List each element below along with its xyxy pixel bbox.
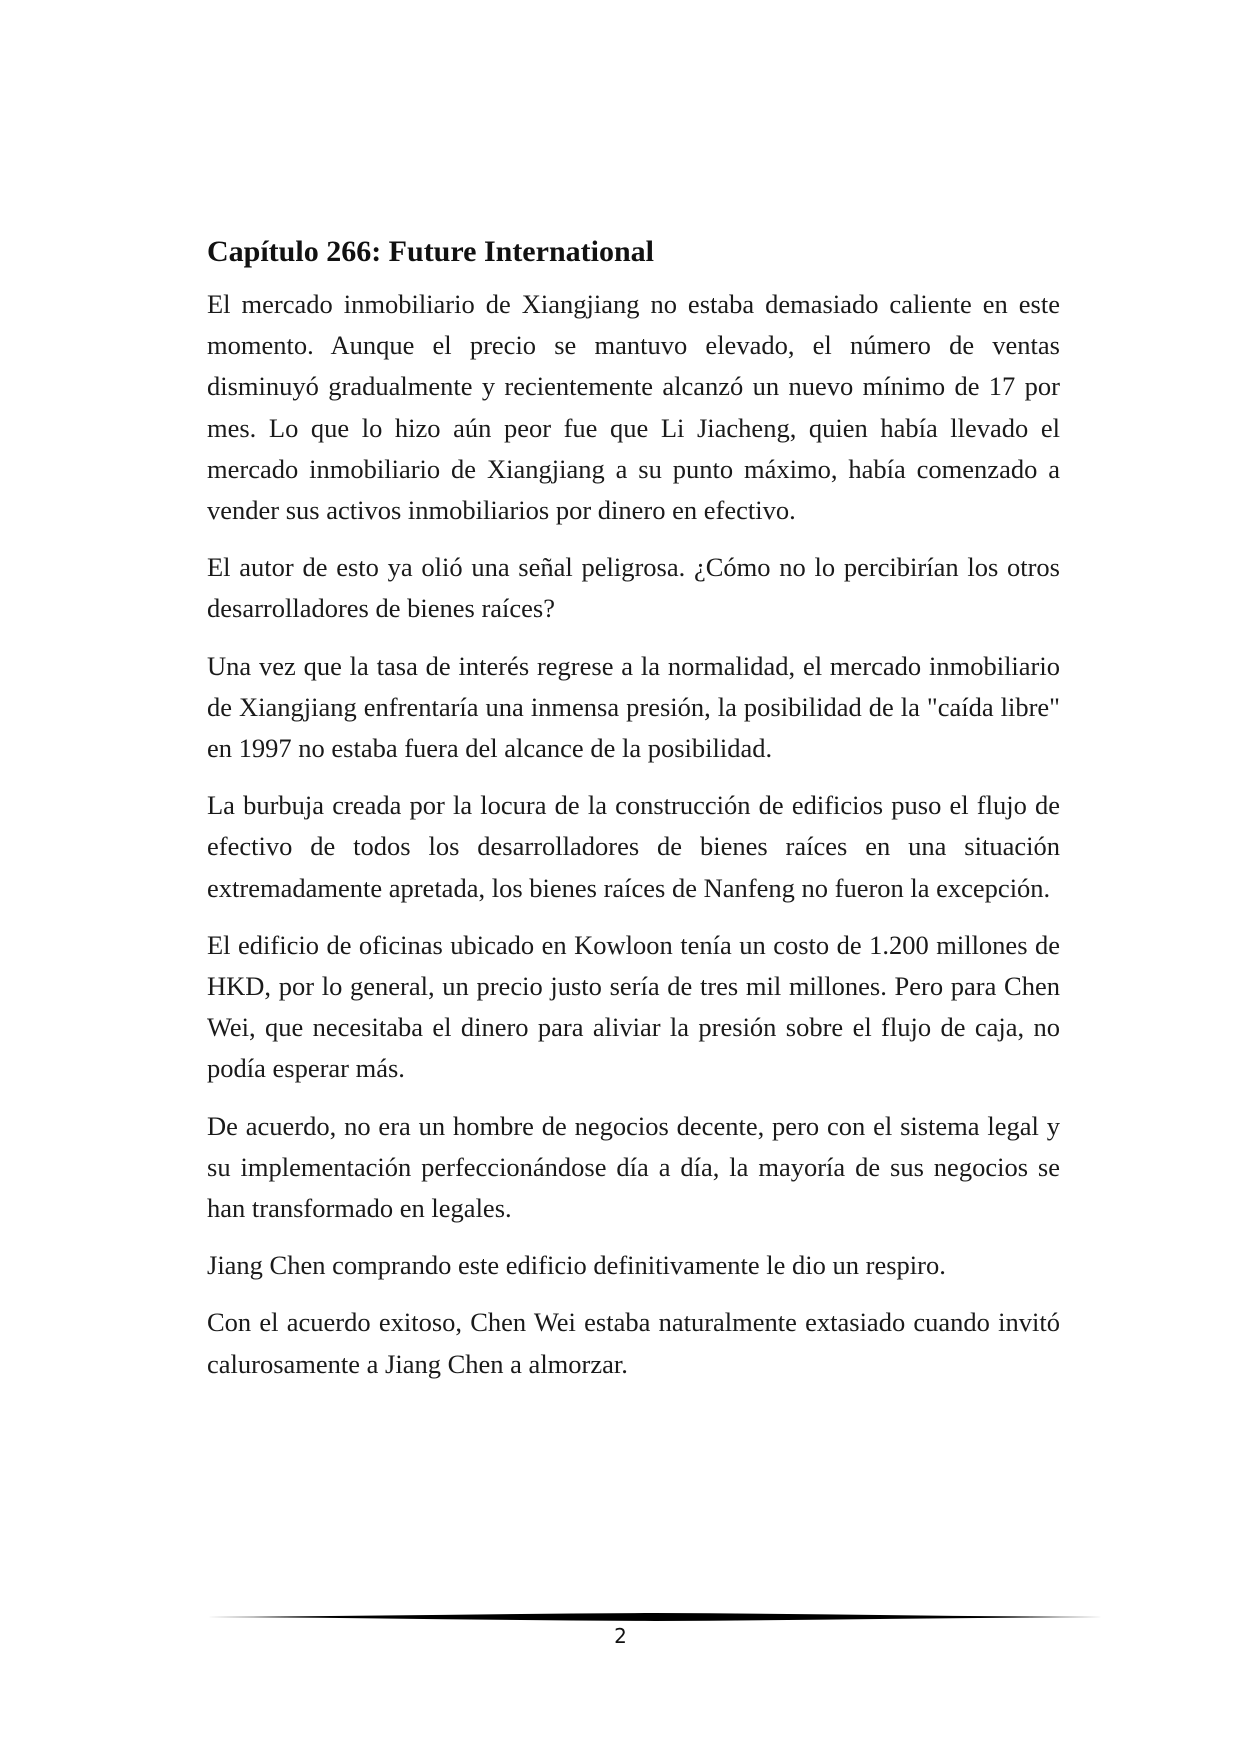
page-body <box>207 232 1060 1401</box>
paragraph: Jiang Chen comprando este edificio definitivamente le dio un respiro. <box>207 1250 946 1281</box>
paragraph: El autor de esto ya olió una señal peligrosa. ¿Cómo no lo percibirían los otros desarrolladores de bienes raíces? <box>207 552 1060 624</box>
chapter-title: Capítulo 266: Future International <box>207 235 654 268</box>
paragraph: El mercado inmobiliario de Xiangjiang no estaba demasiado caliente en este momento. Aunque el precio se mantuvo elevado, el número de ventas disminuyó gradualmente y recientemente alcanzó un nuevo mínimo de 17 por mes. Lo que lo hizo aún peor fue que Li Jiacheng, quien había llevado el mercado inmobiliario de Xiangjiang a su punto máximo, había comenzado a vender sus activos inmobiliarios por dinero en efectivo. <box>207 289 1060 526</box>
page-number: 2 <box>614 1624 627 1648</box>
paragraph: Con el acuerdo exitoso, Chen Wei estaba naturalmente extasiado cuando invitó calurosamente a Jiang Chen a almorzar. <box>207 1307 1060 1379</box>
paragraph: La burbuja creada por la locura de la construcción de edificios puso el flujo de efectivo de todos los desarrolladores de bienes raíces en una situación extremadamente apretada, los bienes raíces de Nanfeng no fueron la excepción. <box>207 790 1060 903</box>
paragraph: Una vez que la tasa de interés regrese a la normalidad, el mercado inmobiliario de Xiangjiang enfrentaría una inmensa presión, la posibilidad de la "caída libre" en 1997 no estaba fuera del alcance de la posibilidad. <box>207 650 1060 764</box>
paragraph: El edificio de oficinas ubicado en Kowloon tenía un costo de 1.200 millones de HKD, por lo general, un precio justo sería de tres mil millones. Pero para Chen Wei, que necesitaba el dinero para aliviar la presión sobre el flujo de caja, no podía esperar más. <box>207 929 1060 1084</box>
paragraph: De acuerdo, no era un hombre de negocios decente, pero con el sistema legal y su implementación perfeccionándose día a día, la mayoría de sus negocios se han transformado en legales. <box>207 1110 1060 1224</box>
